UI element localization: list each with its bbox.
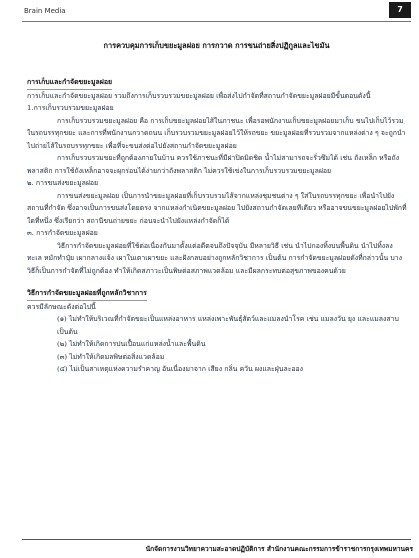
list-item: (๑) ไม่ทำให้บริเวณที่กำจัดขยะเป็นแหล่งอาหาร แหล่งเพาะพันธุ์สัตว์และแมลงนำโรค เช่น แมลงวัน ยุง และแมลงสาบ เป็นต้น [57,315,399,336]
list-item: (๒) ไม่ทำให้เกิดการปนเปื้อนแก่แหล่งน้ำและพื้นดิน [57,340,206,348]
paragraph-collection-1: การเก็บรวบรวมขยะมูลฝอย คือ การเก็บขยะมูลฝอยไส้ในภาชนะ เพื่อรอพนักงานเก็บขยะมูลฝอยมาเก็บ ขนไปเก็บไว้รวมในรถบรรทุกขยะ และการที่พนักงานกวาดถนน เก็บรวบรวมขยะมูลฝอยไว้ให้รถขยะ ขยะมูลฝอยที่รวบรวมจากแหล่งต่าง ๆ จะถูกนำไปถ่ายไส้ในรถบรรทุกขยะ เพื่อที่จะขนส่งต่อไปยังสถานกำจัดขยะมูลฝอย [27,116,406,150]
header-divider [22,21,411,22]
section-heading-proper-methods: วิธีการกำจัดขยะมูลฝอยที่ถูกหลักวิชาการ [27,287,147,301]
list-item: (๔) ไม่เป็นสาเหตุแห่งความรำคาญ อันเนื่องมาจาก เสียง กลิ่น ควัน ผงและฝุ่นละออง [57,365,304,373]
section-heading-collection-disposal: การเก็บและกำจัดขยะมูลฝอย [27,76,112,90]
section-intro: การเก็บและกำจัดขยะมูลฝอย รวมถึงการเก็บรวบรวมขยะมูลฝอย เพื่อส่งไปกำจัดที่สถานกำจัดขยะมูลฝอยมีขั้นตอนดังนี้ [27,91,371,100]
subsection-title-disposal: ๓. การกำจัดขยะมูลฝอย [27,229,98,237]
paragraph-collection-2: การเก็บรวบรวมขยะที่ถูกต้องภายในบ้าน ควรใช้ภาชนะที่มีฝาปิดมิดชิด น้ำไม่สามารถจะรั่วซึมได้ เช่น ถังเหล็ก หรือถังพลาสติก การใช้ถังเหล็กอาจจะผุกร่อนได้ง่ายกว่าถังพลาสติก ไม่ควรใช้เข่งในการเก็บรวบรวมขยะมูลฝอย [27,154,400,175]
section-gap [27,277,407,287]
header-label: Brain Media [24,7,66,15]
subsection-title-transport: ๒. การขนส่งขยะมูลฝอย [27,179,99,187]
footer-text: นักจัดการงานวิทยาความสะอาดปฏิบัติการ สำนักงานคณะกรรมการข้าราชการกรุงเทพมหานคร [145,545,413,553]
page-title: การควบคุมการเก็บขยะมูลฝอย การกวาด การขนถ่ายสิ่งปฏิกูลและไขมัน [103,41,330,50]
paragraph-disposal: วิธีการกำจัดขยะมูลฝอยที่ใช้ต่อเนื่องกันมาตั้งแต่อดีตจนถึงปัจจุบัน มีหลายวิธี เช่น นำไปกองทิ้งบนพื้นดิน นำไปทิ้งลงทะเล หมักทำปุ๋ย เผากลางแจ้ง เผาในเตาเผาขยะ และฝังกลบอย่างถูกหลักวิชาการ เป็นต้น การกำจัดขยะมูลฝอยดังที่กล่าวนั้น บางวิธีก็เป็นการกำจัดที่ไม่ถูกต้อง ทำให้เกิดสภาวะเป็นพิษต่อสภาพแวดล้อม และมีผลกระทบต่อสุขภาพของคนด้วย [27,241,402,275]
paragraph-transport: การขนส่งขยะมูลฝอย เป็นการนำขยะมูลฝอยที่เก็บรวบรวมไส้จากแหล่งชุมชนต่าง ๆ ใส่ในรถบรรทุกขยะ เพื่อนำไปยังสถานที่กำจัด ซึ่งอาจเป็นการขนส่งโดยตรง จากแหล่งกำเนิดขยะมูลฝอย ไปยังสถานกำจัดเลยทีเดียว หรืออาจขนขยะมูลฝอยไปพักที่ใดที่หนึ่ง ซึ่งเรียกว่า สถานีขนถ่ายขยะ ก่อนจะนำไปยังแหล่งกำจัดก็ได้ [27,191,407,225]
section-intro-proper-methods: ควรมีลักษณะดังต่อไปนี้ [27,302,96,311]
page-number-badge: 7 [389,2,411,18]
subsection-title-collection: 1.การเก็บรวบรวมขยะมูลฝอย [27,104,114,112]
document-body [27,76,407,376]
list-item: (๓) ไม่ทำให้เกิดมลพิษต่อสิ่งแวดล้อม [57,352,165,361]
footer-divider [22,539,411,540]
